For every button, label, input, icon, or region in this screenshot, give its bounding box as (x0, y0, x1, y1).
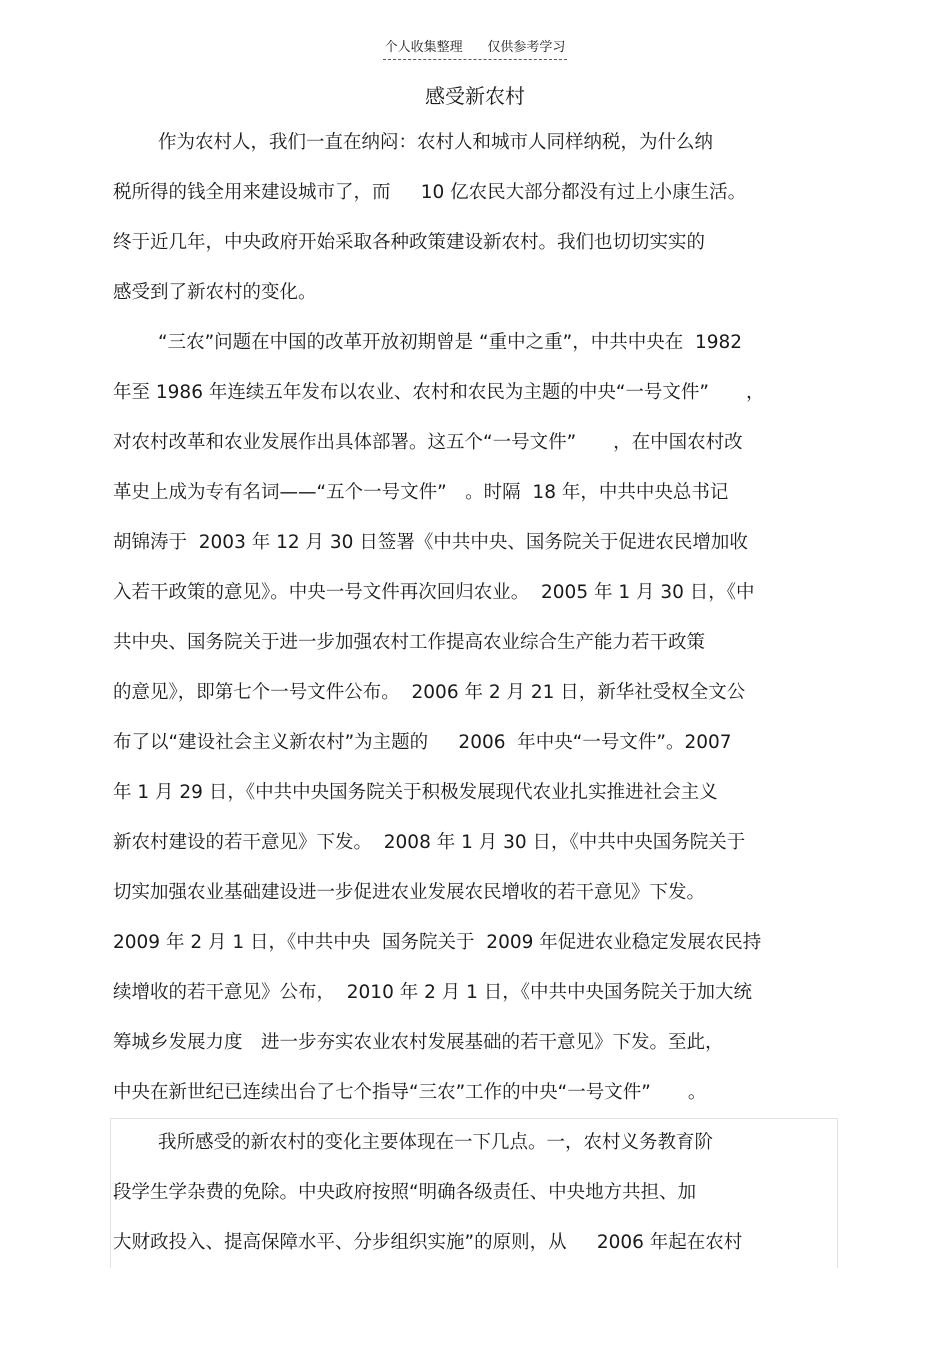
text-line: 大财政投入、提高保障水平、分步组织实施”的原则，从 2006 年起在农村 (113, 1232, 743, 1253)
text-line: 2009 年 2 月 1 日，《中共中央 国务院关于 2009 年促进农业稳定发展农民持 (113, 932, 762, 953)
text-line: “三农”问题在中国的改革开放初期曾是 “重中之重”，中共中央在 1982 (158, 332, 743, 353)
text-line: 对农村改革和农业发展作出具体部署。这五个“一号文件” ，在中国农村改 (113, 432, 743, 453)
text-line: 筹城乡发展力度 进一步夯实农业农村发展基础的若干意见》下发。至此， (113, 1032, 724, 1053)
text-line: 布了以“建设社会主义新农村”为主题的 2006 年中央“一号文件”。2007 (113, 732, 732, 753)
text-line: 共中央、国务院关于进一步加强农村工作提高农业综合生产能力若干政策 (113, 632, 706, 653)
text-line: 革史上成为专有名词——“五个一号文件” 。时隔 18 年，中共中央总书记 (113, 482, 729, 503)
text-line: 新农村建设的若干意见》下发。 2008 年 1 月 30 日，《中共中央国务院关于 (113, 832, 746, 853)
text-line: 作为农村人，我们一直在纳闷：农村人和城市人同样纳税，为什么纳 (158, 132, 714, 153)
text-line: 入若干政策的意见》。中央一号文件再次回归农业。 2005 年 1 月 30 日，《中 (113, 582, 755, 603)
text-line: 税所得的钱全用来建设城市了，而 10 亿农民大部分都没有过上小康生活。 (113, 182, 747, 203)
header-text: 个人收集整理 仅供参考学习 (383, 38, 568, 60)
page-header (0, 38, 950, 60)
text-line: 胡锦涛于 2003 年 12 月 30 日签署《中共中央、国务院关于促进农民增加收 (113, 532, 748, 553)
text-line: 我所感受的新农村的变化主要体现在一下几点。一，农村义务教育阶 (158, 1132, 714, 1153)
text-line: 终于近几年，中央政府开始采取各种政策建设新农村。我们也切切实实的 (113, 232, 706, 253)
text-line: 的意见》，即第七个一号文件公布。 2006 年 2 月 21 日，新华社受权全文公 (113, 682, 746, 703)
text-line: 中央在新世纪已连续出台了七个指导“三农”工作的中央“一号文件” 。 (113, 1082, 707, 1103)
text-line: 年 1 月 29 日，《中共中央国务院关于积极发展现代农业扎实推进社会主义 (113, 782, 718, 803)
text-line: 年至 1986 年连续五年发布以农业、农村和农民为主题的中央“一号文件” ， (113, 382, 765, 403)
text-line: 切实加强农业基础建设进一步促进农业发展农民增收的若干意见》下发。 (113, 882, 706, 903)
text-line: 段学生学杂费的免除。中央政府按照“明确各级责任、中央地方共担、加 (113, 1182, 697, 1203)
text-line: 感受到了新农村的变化。 (113, 282, 317, 303)
document-title: 感受新农村 (425, 84, 525, 108)
text-line: 续增收的若干意见》公布， 2010 年 2 月 1 日，《中共中央国务院关于加大统 (113, 982, 753, 1003)
